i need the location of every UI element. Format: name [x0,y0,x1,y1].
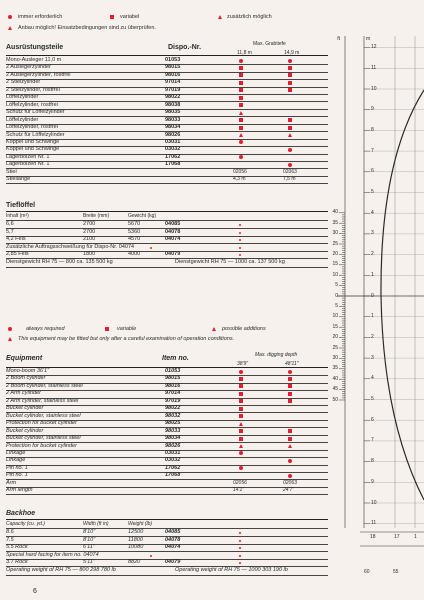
m-tick-label: 7 [371,437,374,444]
row-name: 2 Auslegerzylinder, rostfrei [6,71,71,78]
ft-bottom-tick-label: 55 [393,569,399,575]
en-bucket-h-weight: Weight (lb) [128,521,153,527]
legend-variable: variabel [120,14,140,20]
bucket-item-no: 04074 [165,236,181,242]
ft-unit-label: ft [337,36,340,42]
row-name: Schutz für Löffelzylinder [6,109,65,116]
row-item-no: 98016 [165,71,181,78]
m-tick-label: 1 [371,271,374,278]
m-bottom-tick-label: 17 [394,534,400,540]
ft-tick-label: 15 [332,323,338,330]
bucket-width: 6'11" [83,544,95,550]
row-name: Mono-boom 36'1" [6,368,50,374]
en-col-a: 38'9" [237,361,249,367]
row-item-no: 03032 [165,457,181,464]
legend-possible: zusätzlich möglich [227,14,272,20]
row-name: Stiel [6,168,17,175]
row-name: 2 Boom cylinder [6,375,46,382]
row-value-b: 24'7" [283,487,295,494]
row-value-b: 7,5 m [283,176,296,183]
operating-weight-1000: Dienstgewicht RH 75 — 1000 ca. 137 500 kg [175,259,285,265]
bucket-capacity: 8.6 [6,529,14,535]
row-item-no: 17062 [165,153,181,160]
bucket-weight: 4000 [128,251,141,257]
row-name: Schutz für Löffelzylinder [6,131,65,138]
row-item-no: 17068 [165,472,181,479]
m-tick-label: 12 [371,44,377,51]
row-value-a: 02056 [233,168,247,175]
row-item-no: 17068 [165,161,181,168]
bucket-capacity: 5.5 Rock [6,544,28,550]
bucket-item-no: 04085 [165,529,181,535]
en-bucket-h-content: Capacity (cu. yd.) [6,521,45,527]
bucket-weight: 8820 [128,559,141,565]
bucket-weight: 5360 [128,228,141,235]
en-bucket-title: Backhoe [6,510,36,517]
m-tick-label: 8 [371,458,374,465]
row-item-no: 03032 [165,146,181,153]
m-tick-label: 2 [371,333,374,340]
bucket-extra-note: Special hard facing for item no. 04074 [6,551,99,558]
ft-tick-label: 25 [332,344,338,351]
legend-possible-en: possible additions [222,326,266,332]
en-col-b: 48'11" [285,361,299,367]
bucket-weight: 11800 [128,536,143,543]
bucket-capacity: 7.5 [6,536,14,543]
ft-tick-label: 10 [332,271,338,278]
m-tick-label: 8 [371,126,374,133]
m-tick-label: 6 [371,416,374,423]
m-tick-label: 10 [371,85,377,92]
row-name: 2 Auslegerzylinder [6,64,51,71]
m-tick-label: 9 [371,106,374,113]
row-name: Mono-Ausleger 11,0 m [6,57,62,63]
row-name: Lagerbolzen Nr. 1 [6,153,50,160]
row-name: 2 Arm cylinder [6,390,41,397]
row-name: 2 Stielzylinder, rostfrei [6,86,60,93]
bucket-width: 2700 [83,221,96,227]
row-name: Pin no. 1 [6,472,28,479]
bucket-capacity: 3.7 Rock [6,559,28,565]
m-tick-label: 9 [371,478,374,485]
bucket-capacity: 6,6 [6,221,14,227]
row-item-no: 97014 [165,390,181,397]
row-value-b: 02063 [283,168,297,175]
m-tick-label: 0 [371,292,374,299]
row-item-no: 98038 [165,101,181,108]
en-bucket-h-width: Width (ft in) [83,521,109,527]
row-value-a: 14'1" [233,487,245,494]
m-tick-label: 4 [371,209,374,216]
row-item-no: 98016 [165,382,181,389]
row-item-no: 03031 [165,138,181,145]
operating-weight-800: Operating weight of RH 75 — 800 298 780 lb [6,567,116,573]
row-item-no: 98025 [165,420,181,427]
bucket-item-no: 04085 [165,221,181,227]
ft-tick-label: 25 [332,240,338,247]
ft-tick-label: 30 [332,354,338,361]
en-col-item-no: Item no. [162,355,189,362]
row-name: Löffelzylinder [6,94,39,101]
legend-required: immer erforderlich [18,14,63,20]
ft-tick-label: 50 [332,396,338,403]
ft-tick-label: 40 [332,375,338,382]
m-tick-label: 4 [371,375,374,382]
row-item-no: 98026 [165,131,181,138]
de-col-depth: Max. Grabtiefe [253,41,286,47]
row-item-no: 03031 [165,449,181,456]
de-col-a: 11,8 m [237,50,252,56]
m-tick-label: 5 [371,396,374,402]
bucket-width: 8'10" [83,536,96,543]
ft-tick-label: 15 [332,261,338,268]
bucket-capacity: 4,2 Fels [6,236,26,242]
legend-variable-en: variable [117,326,137,332]
row-name: Löffelzylinder, rostfrei [6,124,58,131]
bucket-item-no: 04078 [165,228,181,235]
m-tick-label: 6 [371,168,374,175]
row-item-no: 01053 [165,368,181,374]
m-tick-label: 1 [371,313,374,320]
ft-tick-label: 45 [332,386,338,393]
bucket-width: 2100 [83,236,96,242]
row-item-no: 98022 [165,405,181,412]
ft-tick-label: 35 [332,219,338,226]
row-name: Protection for bucket cylinder [6,442,77,449]
row-item-no: 98035 [165,109,181,116]
row-item-no: 98034 [165,435,181,442]
row-name: Arm [6,479,17,486]
bucket-extra-note: Zusätzliche Auftragsschweißung für Dispo-Nr. 04074 [6,243,135,250]
bucket-width: 1800 [83,251,96,257]
row-name: Bucket cylinder, stainless steel [6,412,81,419]
ft-tick-label: 40 [332,209,338,216]
row-item-no: 98033 [165,427,181,434]
bucket-width: 2700 [83,228,96,235]
row-name: 2 Boom cylinder, stainless steel [6,382,83,389]
m-tick-label: 3 [371,354,374,361]
m-tick-label: 10 [371,499,377,506]
row-item-no: 17062 [165,464,181,471]
bucket-item-no: 04074 [165,544,181,550]
m-tick-label: 11 [371,520,377,527]
row-name: Arm length [6,487,33,494]
m-tick-label: 11 [371,64,377,71]
row-value-a: 02056 [233,479,247,486]
row-item-no: 01053 [165,57,181,63]
m-bottom-tick-label: 18 [370,534,376,540]
row-name: 2 Arm cylinder, stainless steel [6,397,79,404]
en-table-title: Equipment [6,355,43,362]
ft-tick-label: 35 [332,365,338,372]
page-number: 6 [33,588,37,595]
row-name: Löffelzylinder, rostfrei [6,101,58,108]
ft-tick-label: 5 [335,282,338,289]
row-name: Linkage [6,457,26,464]
ft-tick-label: 5 [335,302,338,309]
bucket-item-no: 04079 [165,559,181,565]
row-name: Bucket cylinder [6,427,44,434]
de-table-title: Ausrüstungsteile [6,44,64,51]
row-item-no: 97019 [165,397,181,404]
ft-tick-label: 20 [332,250,338,257]
ft-bottom-tick-label: 60 [364,569,370,575]
row-item-no: 98022 [165,94,181,101]
row-item-no: 98032 [165,412,181,419]
en-col-depth: Max. digging depth [255,352,298,358]
row-name: 2 Stielzylinder [6,79,41,86]
bucket-capacity: 5,7 [6,228,14,235]
row-name: Linkage [6,449,26,456]
row-name: Stiellänge [6,176,31,183]
ft-tick-label: 10 [332,313,338,320]
row-name: Lagerbolzen Nr. 1 [6,161,50,168]
de-bucket-h-width: Breite (mm) [83,213,110,219]
m-tick-label: 2 [371,251,374,258]
ft-tick-label: 30 [332,230,338,237]
bucket-capacity: 2,85 Fels [6,251,29,257]
de-bucket-h-content: Inhalt (m³) [6,213,29,219]
row-name: Pin no. 1 [6,464,28,471]
legend-note: Anbau möglich! Einsatzbedingungen sind zu überprüfen. [18,25,156,31]
ft-tick-label: 20 [332,334,338,341]
bucket-width: 5'11" [83,559,95,565]
row-item-no: 98033 [165,116,181,123]
bucket-weight: 5670 [128,221,141,227]
row-name: Koppel und Schwinge [6,138,60,145]
m-tick-label: 7 [371,147,374,154]
row-item-no: 98015 [165,64,181,71]
row-name: Bucket cylinder [6,405,44,412]
row-name: Bucket cylinder, stainless steel [6,435,81,442]
row-name: Löffelzylinder [6,116,39,123]
row-item-no: 98034 [165,124,181,131]
bucket-weight: 12500 [128,529,144,535]
m-unit-label: m [366,36,371,42]
legend-required-en: always required [26,326,65,332]
de-col-item-no: Dispo.-Nr. [168,44,202,51]
operating-weight-800: Dienstgewicht RH 75 — 800 ca. 135 500 kg [6,259,113,265]
legend-note-en: This equipment may be fitted but only after a careful examination of operation conditions. [18,336,235,342]
row-item-no: 97014 [165,79,181,86]
row-value-a: 4,3 m [233,176,246,183]
row-item-no: 98026 [165,442,181,449]
bucket-item-no: 04079 [165,251,181,257]
digging-envelope-curve [381,90,424,500]
m-tick-label: 5 [371,189,374,195]
row-name: Protection for bucket cylinder [6,420,77,427]
de-bucket-h-weight: Gewicht (kg) [128,213,157,219]
de-col-b: 14,9 m [284,50,300,56]
operating-weight-1000: Operating weight of RH 75 — 1000 303 190 lb [175,567,288,573]
bucket-item-no: 04078 [165,536,181,543]
bucket-weight: 10080 [128,544,144,550]
row-value-b: 02063 [283,479,297,486]
m-tick-label: 3 [371,230,374,237]
row-name: Koppel und Schwinge [6,146,60,153]
row-item-no: 97019 [165,86,181,93]
bucket-width: 8'10" [83,529,96,535]
ft-tick-label: 0 [335,292,338,299]
bucket-weight: 4570 [128,236,141,242]
de-bucket-title: Tieflöffel [6,202,36,209]
row-item-no: 98015 [165,375,181,382]
m-bottom-tick-label: 1 [414,534,417,540]
